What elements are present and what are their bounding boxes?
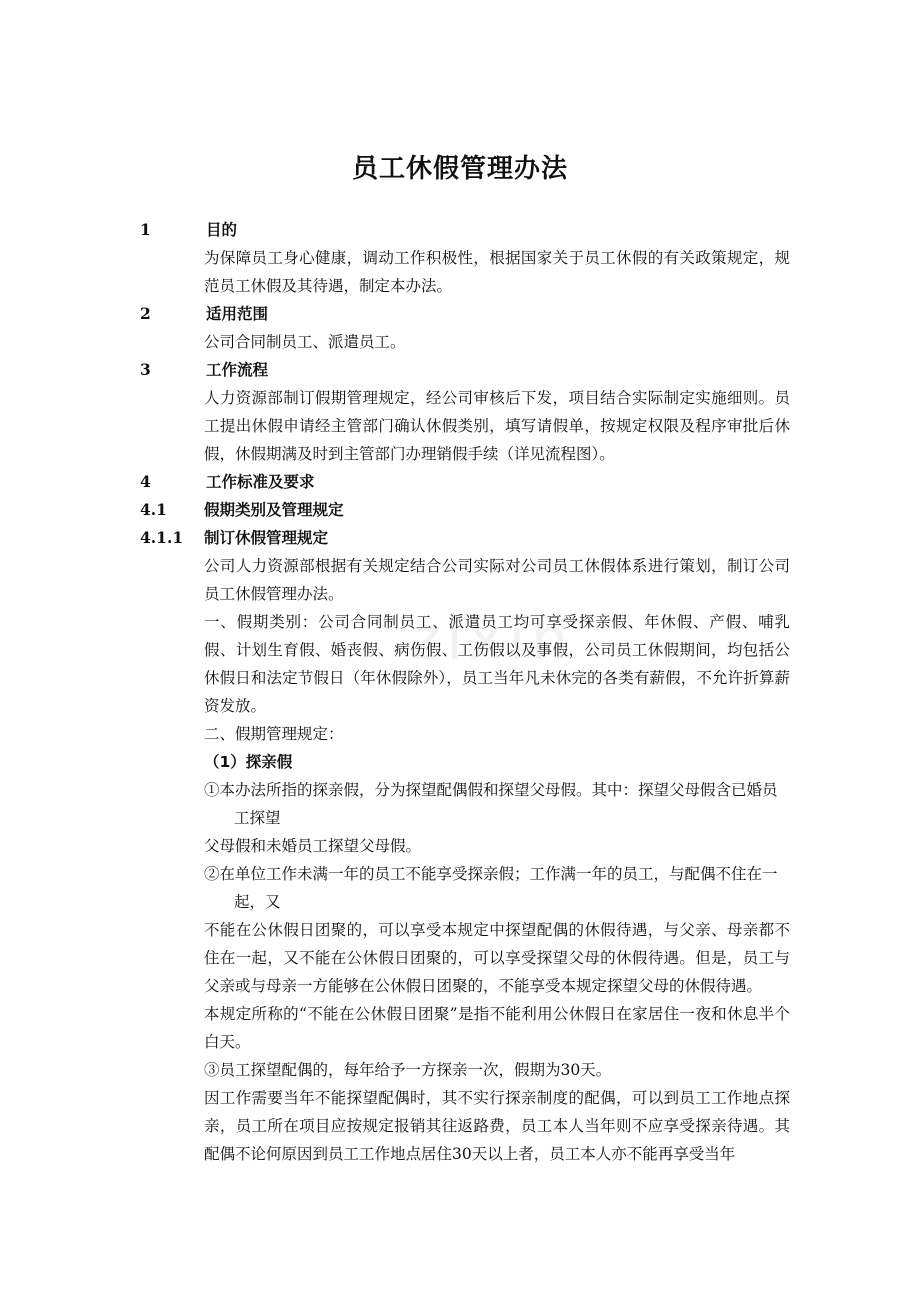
section-number: 4.1.1: [140, 528, 184, 547]
list-item: ②在单位工作未满一年的员工不能享受探亲假；工作满一年的员工，与配偶不住在一起，又: [204, 865, 778, 911]
section-4-1-heading: [140, 496, 790, 524]
section-3-text: 人力资源部制订假期管理规定，经公司审核后下发，项目结合实际制定实施细则。员工提出休假申请经主管部门确认休假类别，填写请假单，按规定权限及程序审批后休假，休假期满及时到主管部门办理销假手续（详见流程图）。: [204, 389, 790, 463]
section-title: 工作标准及要求: [206, 473, 315, 491]
section-2-heading: [140, 300, 790, 328]
paragraph: 因工作需要当年不能探望配偶时，其不实行探亲制度的配偶，可以到员工工作地点探亲，员工所在项目应按规定报销其往返路费，员工本人当年则不应享受探亲待遇。其配偶不论何原因到员工工作地点居住30天以上者，员工本人亦不能再享受当年: [204, 1089, 790, 1163]
section-number: 4: [140, 472, 151, 491]
section-number: 4.1: [140, 500, 167, 519]
section-1-heading: [140, 216, 790, 244]
section-number: 1: [140, 220, 151, 239]
list-item-continuation: 父母假和未婚员工探望父母假。: [204, 837, 422, 855]
paragraph: 公司人力资源部根据有关规定结合公司实际对公司员工休假体系进行策划，制订公司员工休假管理办法。: [204, 557, 790, 603]
section-2-text: 公司合同制员工、派遣员工。: [204, 333, 406, 351]
paragraph-leave-rules: 二、假期管理规定：: [204, 725, 344, 743]
document-title: 员工休假管理办法: [351, 154, 568, 184]
document-body: [140, 216, 790, 1168]
paragraph-leave-types: 一、假期类别：公司合同制员工、派遣员工均可享受探亲假、年休假、产假、哺乳假、计划生育假、婚丧假、病伤假、工伤假以及事假，公司员工休假期间，均包括公休假日和法定节假日（年休假除外），员工当年凡未休完的各类有薪假，不允许折算薪资发放。: [204, 613, 790, 715]
section-title: 工作流程: [206, 361, 269, 379]
section-number: 2: [140, 304, 151, 323]
section-4-1-1-heading: [140, 524, 790, 552]
section-3-heading: [140, 356, 790, 384]
section-number: 3: [140, 360, 151, 379]
section-title: 适用范围: [206, 305, 269, 323]
paragraph: 本规定所称的“不能在公休假日团聚”是指不能利用公休假日在家居住一夜和休息半个白天。: [204, 1005, 790, 1051]
section-title: 目的: [206, 221, 238, 239]
list-item: ③员工探望配偶的，每年给予一方探亲一次，假期为30天。: [204, 1061, 612, 1079]
section-4-heading: [140, 468, 790, 496]
section-title: 假期类别及管理规定: [204, 501, 344, 519]
section-1-text: 为保障员工身心健康，调动工作积极性，根据国家关于员工休假的有关政策规定，规范员工休假及其待遇，制定本办法。: [204, 249, 790, 295]
list-item: ①本办法所指的探亲假，分为探望配偶假和探望父母假。其中：探望父母假含已婚员工探望: [204, 781, 778, 827]
section-title: 制订休假管理规定: [204, 529, 329, 547]
list-item-continuation: 不能在公休假日团聚的，可以享受本规定中探望配偶的休假待遇，与父亲、母亲都不住在一起，又不能在公休假日团聚的，可以享受探望父母的休假待遇。但是，员工与父亲或与母亲一方能够在公休假日团聚的，不能享受本规定探望父母的休假待遇。: [204, 921, 790, 995]
subheading-home-leave: （1）探亲假: [204, 753, 293, 771]
watermark: zixin: [410, 605, 574, 673]
